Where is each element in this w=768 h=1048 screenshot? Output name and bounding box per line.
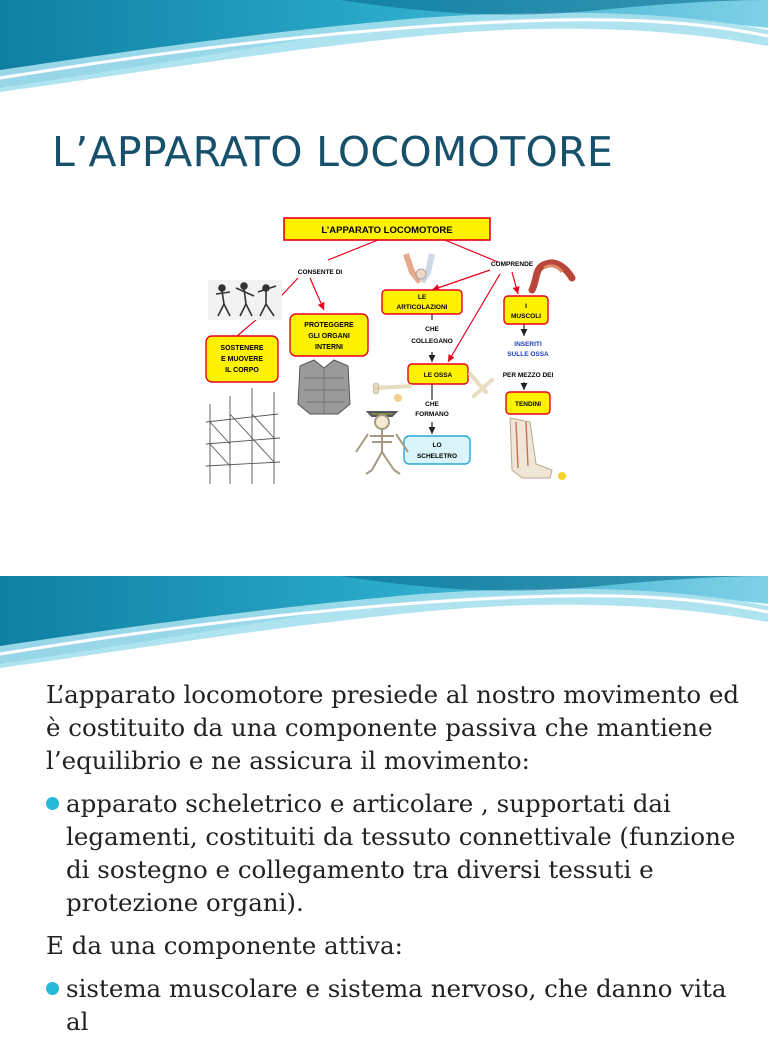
header-wave [0,576,768,672]
svg-text:INSERITI: INSERITI [514,341,542,348]
map-root-box [284,218,490,240]
intro-paragraph: L’apparato locomotore presiede al nostro movimento ed è costituito da una componente passiva che mantiene l’equilibrio e ne assicura il movimento: [46,680,740,775]
svg-text:MUSCOLI: MUSCOLI [511,313,541,320]
svg-text:PER MEZZO DEI: PER MEZZO DEI [502,372,554,379]
svg-text:INTERNI: INTERNI [315,344,343,351]
slide-2-body [46,678,746,1048]
skeleton-icon [356,412,408,474]
bullet-item [46,787,746,919]
map-proteggere-box [290,314,368,356]
svg-text:I: I [525,303,527,310]
map-consente-label: CONSENTE DI [297,269,343,276]
svg-text:SOSTENERE: SOSTENERE [220,345,264,352]
map-ossa-box [408,364,468,384]
header-wave [0,0,768,96]
svg-text:SCHELETRO: SCHELETRO [416,453,458,460]
arm-muscle-icon [532,263,572,290]
armor-vest-icon [298,360,350,414]
svg-text:LO: LO [432,442,442,449]
scaffolding-icon [206,388,280,484]
map-articolazioni-box [382,290,462,314]
map-sostenere-box [206,336,278,382]
slide-gap [0,560,768,576]
map-root-label: L’APPARATO LOCOMOTORE [321,225,453,236]
svg-text:LE: LE [417,294,427,301]
svg-text:CHE: CHE [425,401,439,408]
active-component-paragraph: E da una componente attiva: [46,931,403,960]
map-scheletro-box [404,436,470,464]
foot-tendon-icon [510,418,566,480]
svg-text:IL CORPO: IL CORPO [225,367,259,374]
exercising-people-icon [208,280,282,320]
bullet-dot-icon [46,797,59,810]
svg-text:PROTEGGERE: PROTEGGERE [304,322,354,329]
svg-text:CHE: CHE [425,326,439,333]
svg-text:LE OSSA: LE OSSA [423,372,453,379]
map-muscoli-box [504,296,548,324]
svg-text:GLI ORGANI: GLI ORGANI [308,333,350,340]
svg-text:SULLE OSSA: SULLE OSSA [507,351,549,358]
slide-title: L’APPARATO LOCOMOTORE [52,128,614,176]
concept-map [200,208,576,490]
bullet-item [46,972,746,1038]
map-tendini-box [506,392,550,414]
knee-joint-icon [406,254,432,282]
svg-text:FORMANO: FORMANO [415,411,449,418]
svg-text:TENDINI: TENDINI [515,401,541,408]
bullet-text: apparato scheletrico e articolare , supportati dai legamenti, costituiti da tessuto connettivale (funzione di sostegno e collegamento tra diversi tessuti e protezione organi). [66,789,736,917]
bullet-dot-icon [46,982,59,995]
svg-text:COLLEGANO: COLLEGANO [411,338,453,345]
map-comprende-label: COMPRENDE [490,261,534,268]
svg-text:ARTICOLAZIONI: ARTICOLAZIONI [396,304,448,311]
svg-text:E MUOVERE: E MUOVERE [220,356,264,363]
bullet-text: sistema muscolare e sistema nervoso, che danno vita al [66,974,727,1036]
